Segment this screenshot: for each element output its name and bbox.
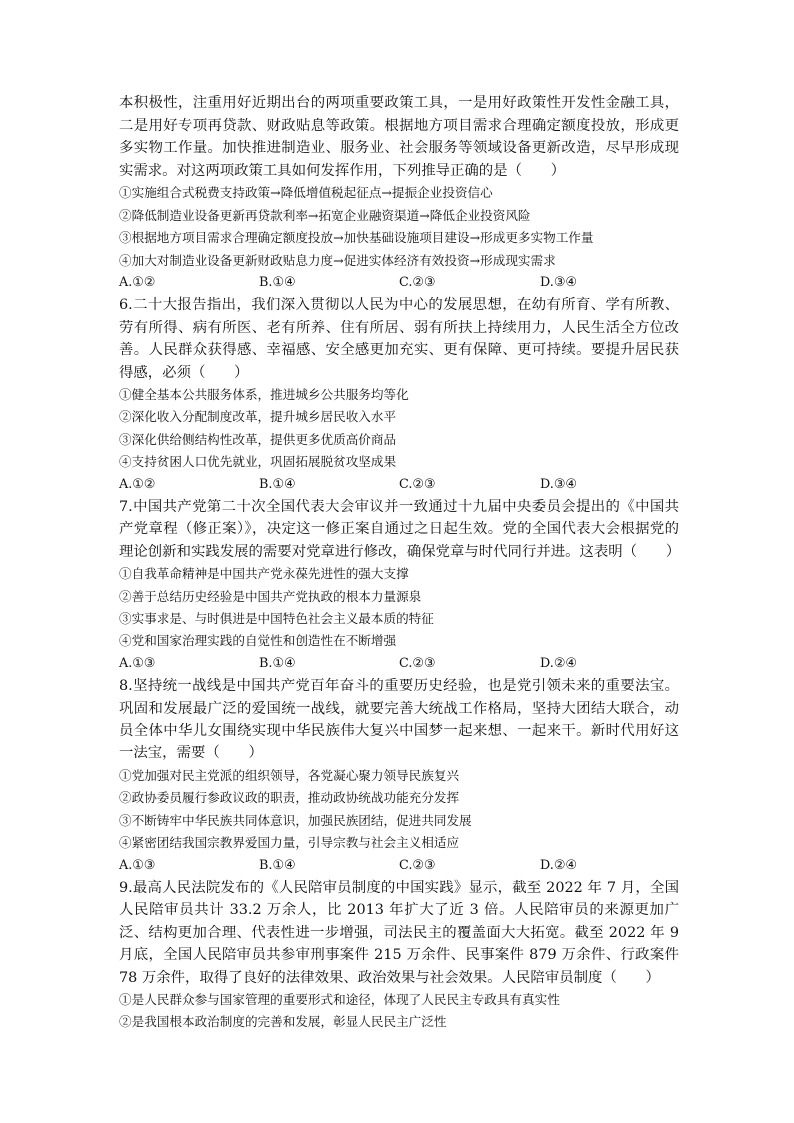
question-5-stem: 本积极性，注重用好近期出台的两项重要政策工具，一是用好政策性开发性金融工具，二是用好专项再贷款、财政贴息等政策。根据地方项目需求合理确定额度投放，形成更多实物工作量。加快推进制造业、服务业、社会服务等领域设备更新改造，尽早形成现实需求。对这两项政策工具如何发挥作用，下列推导正确的是（ ） — [119, 95, 679, 179]
question-6 — [119, 294, 679, 496]
question-8-option-2: ②政协委员履行参政议政的职责，推动政协统战功能充分发挥 — [119, 790, 460, 806]
question-8 — [119, 675, 679, 877]
choice-c: C.②③ — [399, 476, 436, 492]
choice-b: B.①④ — [259, 655, 296, 671]
question-5-option-2: ②降低制造业设备更新再贷款利率→拓宽企业融资渠道→降低企业投资风险 — [119, 207, 531, 223]
question-7-option-3: ③实事求是、与时俱进是中国特色社会主义最本质的特征 — [119, 611, 434, 627]
choice-b: B.①④ — [259, 476, 296, 492]
question-8-option-1: ①党加强对民主党派的组织领导，各党凝心聚力领导民族复兴 — [119, 767, 460, 783]
question-5-option-3: ③根据地方项目需求合理确定额度投放→加快基础设施项目建设→形成更多实物工作量 — [119, 230, 594, 246]
choice-b: B.①④ — [259, 857, 296, 873]
page-content — [119, 92, 679, 1034]
question-6-choices — [119, 474, 679, 496]
choice-a: A.①② — [119, 275, 156, 290]
question-6-option-1: ①健全基本公共服务体系，推进城乡公共服务均等化 — [119, 387, 409, 403]
question-5-choices — [119, 272, 679, 294]
choice-d: D.③④ — [540, 476, 577, 492]
question-8-option-3: ③不断铸牢中华民族共同体意识，加强民族团结，促进共同发展 — [119, 812, 472, 828]
question-5 — [119, 92, 679, 294]
choice-b: B.①④ — [259, 275, 296, 290]
question-9-stem: 9.最高人民法院发布的《人民陪审员制度的中国实践》显示，截至 2022 年 7 月，全国人民陪审员共计 33.2 万余人，比 2013 年扩大了近 3 倍。人民陪审员的来源更加广泛、结构更加合理、代表性进一步增强，司法民主的覆盖面大大拓宽。截至 2022 年 9 月底，全国人民陪审员共参审刑事案件 215 万余件、民事案件 879 万余件、行政案件 78 万余件，取得了良好的法律效果、政治效果与社会效果。人民陪审员制度（ ） — [119, 879, 679, 986]
question-9-option-1: ①是人民群众参与国家管理的重要形式和途径，体现了人民民主专政具有真实性 — [119, 991, 560, 1007]
question-8-option-4: ④紧密团结我国宗教界爱国力量，引导宗教与社会主义相适应 — [119, 835, 460, 851]
question-6-stem: 6.二十大报告指出，我们深入贯彻以人民为中心的发展思想，在幼有所育、学有所教、劳有所得、病有所医、老有所养、住有所居、弱有所扶上持续用力，人民生活全方位改善。人民群众获得感、幸福感、安全感更加充实、更有保障、更可持续。要提升居民获得感，必须（ ） — [119, 297, 679, 381]
question-7-choices — [119, 653, 679, 675]
question-7-option-4: ④党和国家治理实践的自觉性和创造性在不断增强 — [119, 633, 397, 649]
choice-a: A.①② — [119, 476, 156, 492]
question-6-option-2: ②深化收入分配制度改革，提升城乡居民收入水平 — [119, 409, 397, 425]
question-5-option-4: ④加大对制造业设备更新财政贴息力度→促进实体经济有效投资→形成现实需求 — [119, 252, 556, 268]
question-9 — [119, 877, 679, 1034]
question-6-option-3: ③深化供给侧结构性改革，提供更多优质高价商品 — [119, 431, 397, 447]
question-7 — [119, 496, 679, 675]
question-9-option-2: ②是我国根本政治制度的完善和发展，彰显人民民主广泛性 — [119, 1014, 447, 1030]
choice-a: A.①③ — [119, 857, 156, 873]
choice-d: D.③④ — [540, 275, 577, 290]
choice-c: C.②③ — [399, 857, 436, 873]
question-7-option-2: ②善于总结历史经验是中国共产党执政的根本力量源泉 — [119, 588, 422, 604]
question-5-option-1: ①实施组合式税费支持政策→降低增值税起征点→提振企业投资信心 — [119, 185, 493, 201]
choice-c: C.②③ — [399, 655, 436, 671]
choice-d: D.②④ — [540, 655, 577, 671]
question-8-choices — [119, 855, 679, 877]
question-7-stem: 7.中国共产党第二十次全国代表大会审议并一致通过十九届中央委员会提出的《中国共产党章程（修正案）》，决定这一修正案自通过之日起生效。党的全国代表大会根据党的理论创新和实践发展的需要对党章进行修改，确保党章与时代同行并进。这表明（ ） — [119, 499, 681, 560]
question-7-option-1: ①自我革命精神是中国共产党永葆先进性的强大支撑 — [119, 566, 409, 582]
question-6-option-4: ④支持贫困人口优先就业，巩固拓展脱贫攻坚成果 — [119, 454, 397, 470]
choice-a: A.①③ — [119, 655, 156, 671]
choice-d: D.②④ — [540, 857, 577, 873]
question-8-stem: 8.坚持统一战线是中国共产党百年奋斗的重要历史经验，也是党引领未来的重要法宝。巩固和发展最广泛的爱国统一战线，就要完善大统战工作格局，坚持大团结大联合，动员全体中华儿女围绕实现中华民族伟大复兴中国梦一起来想、一起来干。新时代用好这一法宝，需要（ ） — [119, 678, 679, 762]
choice-c: C.②③ — [399, 275, 436, 290]
